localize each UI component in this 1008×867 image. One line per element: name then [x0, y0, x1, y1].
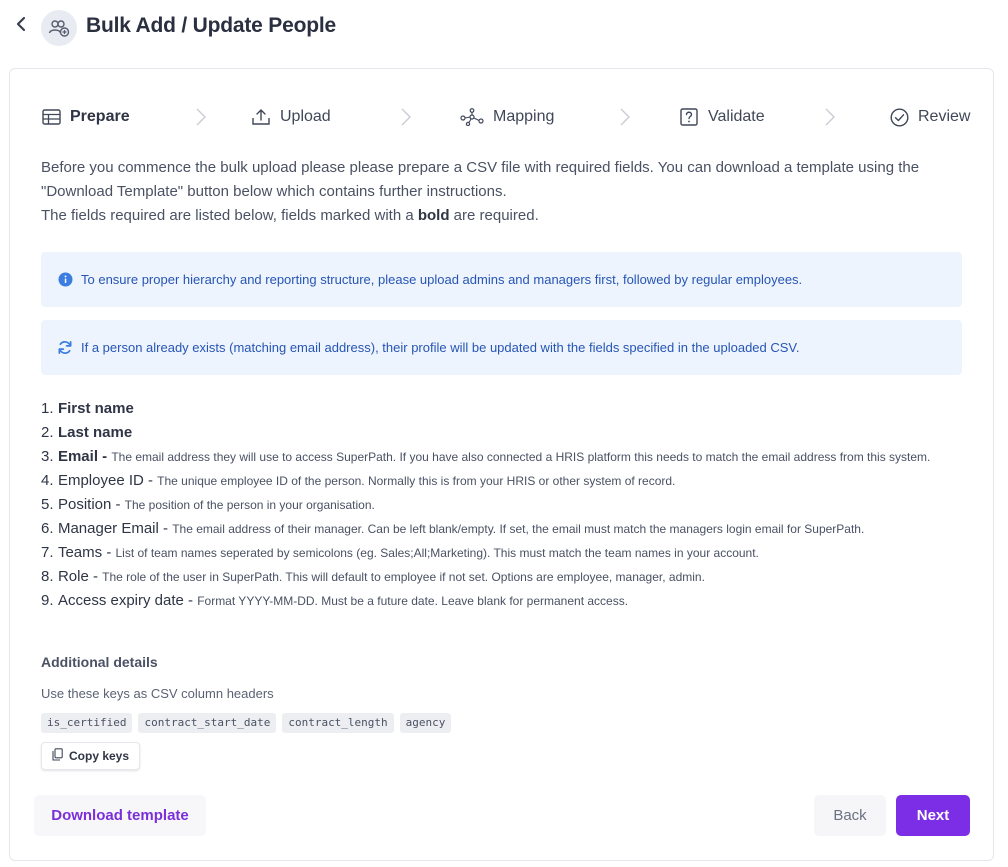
step-upload[interactable] — [251, 103, 331, 131]
alert-text: To ensure proper hierarchy and reporting structure, please upload admins and managers first, followed by regular employees. — [81, 272, 803, 287]
step-label: Upload — [280, 108, 331, 125]
step-review[interactable] — [889, 103, 970, 131]
hierarchy-alert — [41, 252, 962, 307]
check-circle-icon — [889, 107, 909, 127]
table-icon — [41, 107, 61, 127]
back-arrow-icon[interactable] — [12, 14, 30, 34]
chevron-right-icon — [618, 107, 632, 127]
list-item: 3. Email - The email address they will use to access SuperPath. If you have also connected a HRIS platform this needs to match the email address from this system. — [41, 448, 931, 465]
copy-keys-label: Copy keys — [69, 749, 130, 763]
question-box-icon — [679, 107, 699, 127]
alert-text: If a person already exists (matching email address), their profile will be updated with the fields specified in the uploaded CSV. — [81, 340, 800, 355]
people-icon — [41, 10, 77, 46]
step-label: Validate — [708, 108, 765, 125]
intro-text — [41, 156, 971, 228]
next-button[interactable]: Next — [896, 795, 970, 836]
list-item: 2. Last name — [41, 424, 133, 441]
step-mapping[interactable] — [460, 103, 554, 131]
csv-key-chip: contract_length — [282, 713, 393, 733]
list-item: 4. Employee ID - The unique employee ID of the person. Normally this is from your HRIS or other system of record. — [41, 472, 676, 489]
chevron-right-icon — [194, 107, 208, 127]
update-alert — [41, 320, 962, 375]
list-item: 5. Position - The position of the person in your organisation. — [41, 496, 375, 513]
step-label: Review — [918, 108, 971, 125]
list-item: 7. Teams - List of team names seperated by semicolons (eg. Sales;All;Marketing). This must match the team names in your account. — [41, 544, 759, 561]
copy-icon — [52, 748, 63, 764]
step-label: Mapping — [493, 108, 555, 125]
download-template-button[interactable]: Download template — [34, 795, 206, 836]
required-fields-list — [41, 397, 981, 613]
list-item: 8. Role - The role of the user in SuperPath. This will default to employee if not set. Options are employee, manager, admin. — [41, 568, 705, 585]
page-title: Bulk Add / Update People — [86, 14, 336, 37]
info-icon — [57, 272, 73, 288]
step-prepare[interactable] — [41, 103, 130, 131]
refresh-icon — [57, 340, 73, 356]
chevron-right-icon — [399, 107, 413, 127]
intro-required-note: The fields required are listed below, fields marked with a bold are required. — [41, 207, 539, 224]
additional-details-heading: Additional details — [41, 654, 158, 670]
chevron-right-icon — [823, 107, 837, 127]
copy-keys-button[interactable] — [41, 742, 140, 770]
csv-key-chip: contract_start_date — [138, 713, 276, 733]
back-button[interactable]: Back — [814, 795, 886, 836]
list-item: 1. First name — [41, 400, 134, 417]
step-validate[interactable] — [679, 103, 765, 131]
mapping-icon — [460, 107, 484, 127]
upload-icon — [251, 107, 271, 127]
additional-details-subtitle: Use these keys as CSV column headers — [41, 686, 274, 701]
csv-key-chip: is_certified — [41, 713, 132, 733]
wizard-card — [9, 68, 994, 861]
page-header — [0, 0, 1008, 60]
list-item: 6. Manager Email - The email address of their manager. Can be left blank/empty. If set, the email must match the managers login email for SuperPath. — [41, 520, 865, 537]
csv-keys — [41, 713, 451, 733]
step-label: Prepare — [70, 108, 130, 125]
stepper — [41, 103, 971, 131]
intro-line: Before you commence the bulk upload please please prepare a CSV file with required fields. You can download a template using the "Download Template" button below which contains further instructions. — [41, 159, 920, 200]
list-item: 9. Access expiry date - Format YYYY-MM-DD. Must be a future date. Leave blank for permanent access. — [41, 592, 629, 609]
csv-key-chip: agency — [400, 713, 452, 733]
